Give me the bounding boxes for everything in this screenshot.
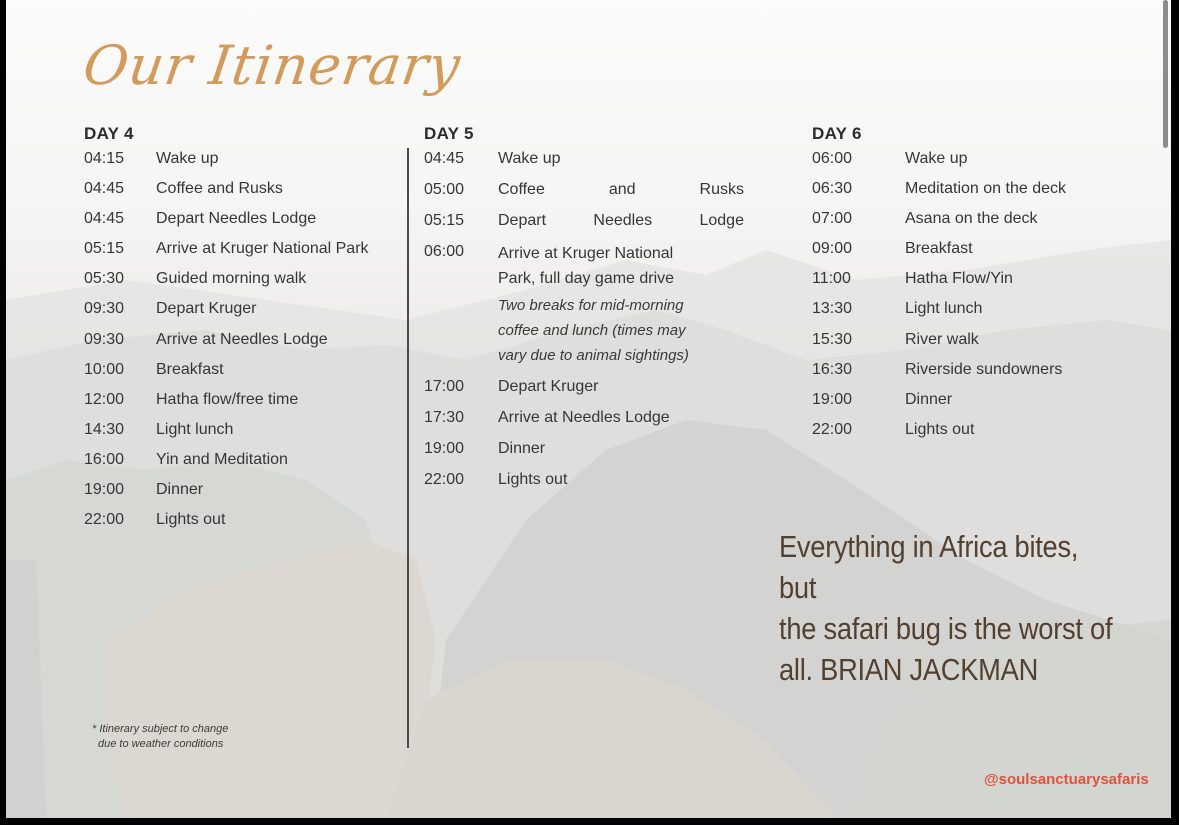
- schedule-row: [812, 148, 1132, 178]
- activity-word: Needles: [593, 212, 653, 229]
- game-drive-note: [498, 293, 724, 368]
- itinerary-footnote: [92, 722, 228, 752]
- schedule-row: [424, 210, 744, 241]
- activity: [498, 241, 744, 291]
- activity: Coffee and Rusks: [156, 180, 283, 198]
- activity: Hatha Flow/Yin: [905, 270, 1013, 288]
- quote-line: all. BRIAN JACKMAN: [779, 652, 1039, 687]
- activity: [498, 210, 744, 241]
- time: 09:30: [84, 330, 125, 348]
- activity: Depart Kruger: [156, 300, 257, 318]
- activity: Light lunch: [156, 420, 234, 438]
- activity: River walk: [905, 330, 979, 348]
- time: 19:00: [424, 440, 465, 457]
- time: 22:00: [812, 420, 853, 438]
- schedule-row: [812, 359, 1132, 389]
- page-scrollbar[interactable]: [1160, 0, 1170, 150]
- activity: Depart Kruger: [498, 378, 599, 395]
- time: 04:45: [424, 150, 465, 167]
- day-4-column: [84, 124, 394, 539]
- schedule-row: [812, 178, 1132, 208]
- activity: Arrive at Needles Lodge: [498, 409, 670, 426]
- schedule-row: [84, 238, 394, 268]
- schedule-row: [424, 469, 744, 500]
- time: 09:00: [812, 240, 853, 258]
- time: 16:30: [812, 360, 853, 378]
- activity: Riverside sundowners: [905, 360, 1063, 378]
- activity-word: Coffee: [498, 181, 545, 198]
- day-5-column: [424, 124, 744, 500]
- activity: Depart Needles Lodge: [156, 210, 317, 228]
- schedule-row: [84, 419, 394, 449]
- time: 07:00: [812, 210, 853, 228]
- schedule-row: [84, 509, 394, 539]
- time: 06:00: [812, 150, 853, 167]
- time: 05:00: [424, 181, 465, 198]
- activity: Dinner: [156, 481, 204, 499]
- schedule-row: [84, 298, 394, 328]
- activity-word: Lodge: [699, 212, 744, 229]
- time: 10:00: [84, 360, 125, 378]
- activity-line: Arrive at Kruger National: [498, 245, 674, 262]
- time: 19:00: [84, 481, 125, 499]
- page-title: Our Itinerary: [79, 34, 465, 97]
- time: 14:30: [84, 420, 125, 438]
- activity: Dinner: [498, 440, 546, 457]
- activity: Arrive at Kruger National Park: [156, 240, 369, 258]
- time: 19:00: [812, 390, 853, 408]
- column-divider: [407, 148, 409, 748]
- activity: Lights out: [498, 471, 568, 488]
- note-line: coffee and lunch (times may: [498, 322, 686, 339]
- footnote-line: due to weather conditions: [98, 738, 224, 750]
- day-5-heading: DAY 5: [424, 124, 474, 143]
- time: 05:15: [424, 212, 465, 229]
- time: 22:00: [84, 511, 125, 529]
- schedule-row: [812, 208, 1132, 238]
- activity: [498, 179, 744, 210]
- activity: Meditation on the deck: [905, 180, 1066, 198]
- activity-word: and: [608, 181, 636, 198]
- schedule-row: [84, 148, 394, 178]
- time: 06:00: [424, 243, 465, 260]
- schedule-row: [424, 407, 744, 438]
- schedule-row: [84, 178, 394, 208]
- itinerary-page: [6, 0, 1171, 818]
- time: 06:30: [812, 180, 853, 198]
- schedule-row: [424, 179, 744, 210]
- scrollbar-thumb[interactable]: [1163, 0, 1168, 148]
- note-line: vary due to animal sightings): [498, 347, 689, 364]
- schedule-row: [812, 419, 1132, 449]
- schedule-row: [812, 329, 1132, 359]
- time: 15:30: [812, 330, 853, 348]
- time: 16:00: [84, 450, 125, 468]
- activity: Lights out: [156, 511, 226, 529]
- activity: Asana on the deck: [905, 210, 1038, 228]
- schedule-row: [424, 148, 744, 179]
- time: 05:15: [84, 240, 125, 258]
- time: 11:00: [812, 270, 851, 288]
- schedule-row: [812, 389, 1132, 419]
- schedule-row: [84, 479, 394, 509]
- note-line: Two breaks for mid-morning: [498, 297, 684, 314]
- schedule-row: [424, 241, 744, 291]
- activity: Lights out: [905, 420, 975, 438]
- schedule-row: [812, 298, 1132, 328]
- quote-line: the safari bug is the worst of: [779, 611, 1113, 646]
- activity: Wake up: [498, 150, 561, 167]
- day-4-heading: DAY 4: [84, 124, 134, 143]
- schedule-row: [424, 438, 744, 469]
- time: 09:30: [84, 300, 125, 318]
- day-6-heading: DAY 6: [812, 124, 862, 143]
- time: 13:30: [812, 300, 853, 318]
- schedule-row: [812, 238, 1132, 268]
- schedule-row: [84, 449, 394, 479]
- activity: Breakfast: [156, 360, 224, 378]
- time: 04:45: [84, 210, 125, 228]
- activity: Hatha flow/free time: [156, 390, 299, 408]
- quote-line: Everything in Africa bites, but: [779, 529, 1079, 605]
- schedule-row: [84, 359, 394, 389]
- activity-word: Rusks: [699, 181, 744, 198]
- activity: Wake up: [156, 150, 219, 167]
- activity-line: Park, full day game drive: [498, 270, 675, 287]
- activity: Dinner: [905, 390, 953, 408]
- activity: Breakfast: [905, 240, 973, 258]
- schedule-row: [84, 389, 394, 419]
- time: 17:30: [424, 409, 465, 426]
- footnote-line: * Itinerary subject to change: [92, 723, 229, 735]
- safari-quote: [779, 526, 1118, 690]
- time: 22:00: [424, 471, 465, 488]
- schedule-row: [424, 376, 744, 407]
- time: 05:30: [84, 270, 125, 288]
- time: 12:00: [84, 390, 125, 408]
- schedule-row: [84, 208, 394, 238]
- schedule-row: [84, 268, 394, 298]
- activity: Light lunch: [905, 300, 983, 318]
- time: 04:15: [84, 150, 125, 167]
- schedule-row: [84, 329, 394, 359]
- time: 17:00: [424, 378, 465, 395]
- activity: Wake up: [905, 150, 968, 167]
- activity: Guided morning walk: [156, 270, 307, 288]
- activity: Yin and Meditation: [156, 450, 288, 468]
- activity: Arrive at Needles Lodge: [156, 330, 328, 348]
- activity-word: Depart: [498, 212, 547, 229]
- schedule-row: [812, 268, 1132, 298]
- day-6-column: [812, 124, 1132, 449]
- social-handle: @soulsanctuarysafaris: [984, 771, 1149, 788]
- time: 04:45: [84, 180, 125, 198]
